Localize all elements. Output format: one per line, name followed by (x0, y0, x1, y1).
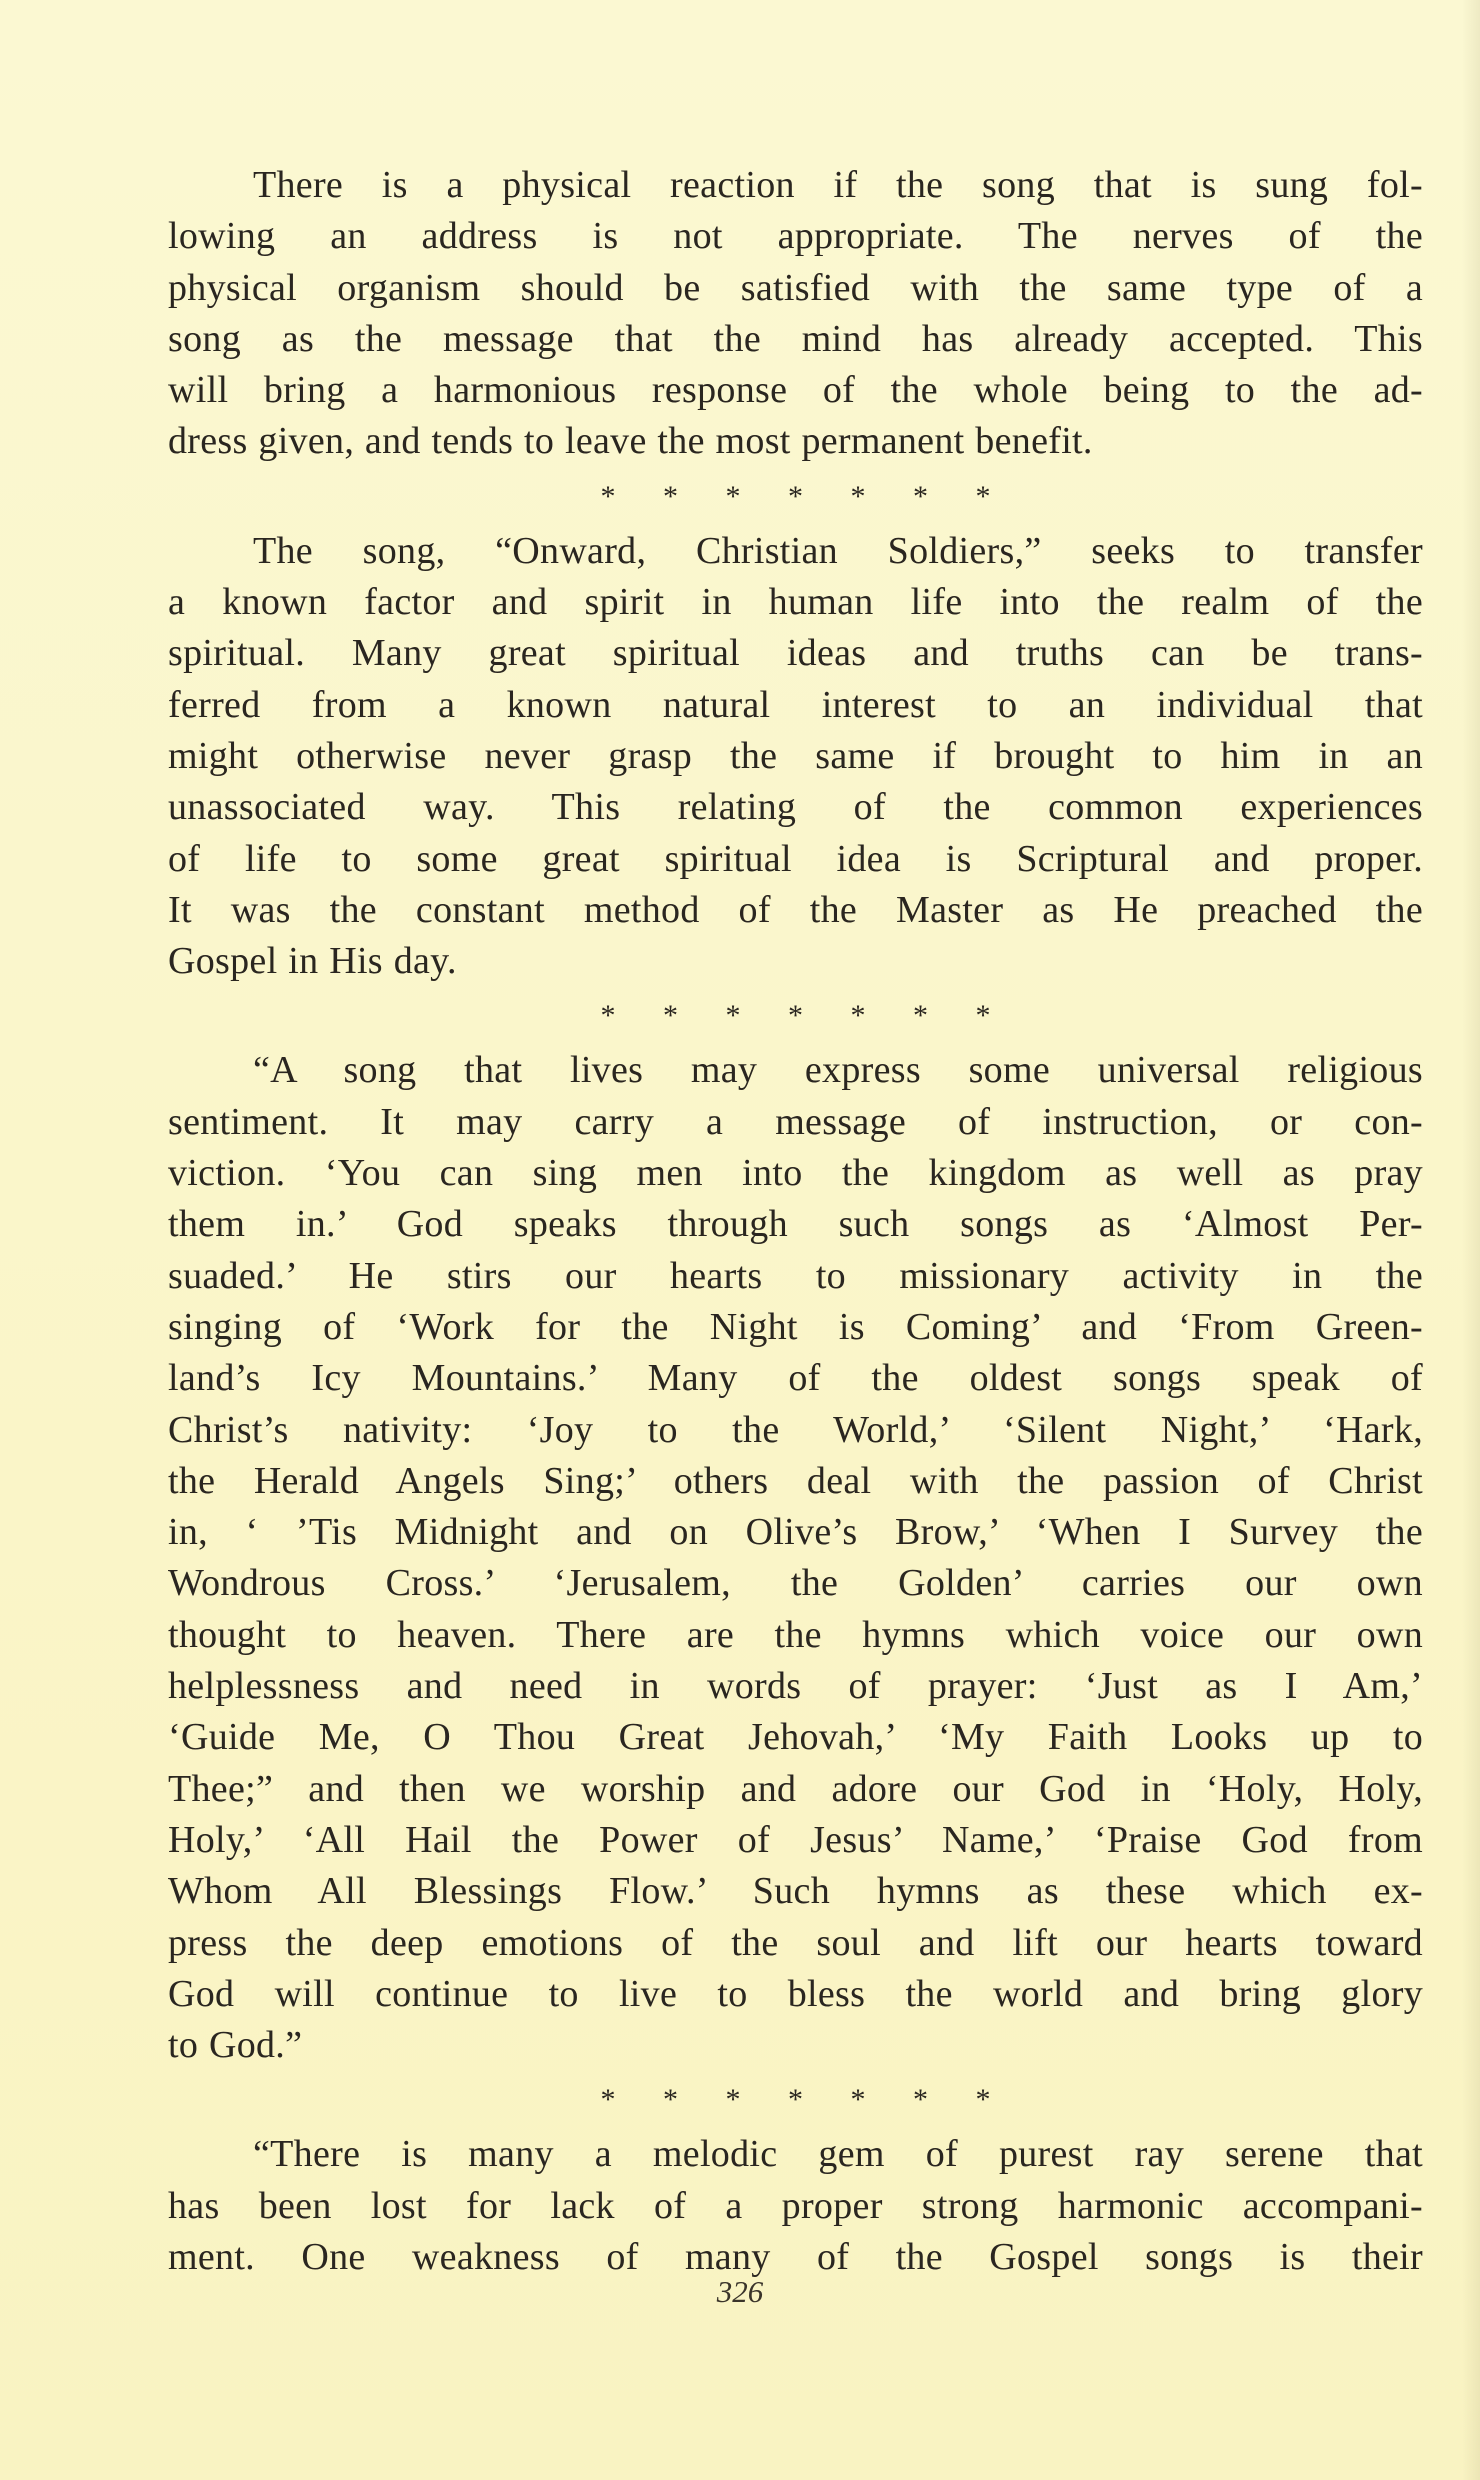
text-line: dress given, and tends to leave the most permanent benefit. (168, 420, 1093, 463)
text-line: to God.” (168, 2024, 303, 2067)
text-line: has been lost for lack of a proper strong harmonic accompani- (168, 2184, 1423, 2227)
page-number: 326 (716, 2274, 764, 2309)
section-separator: * * * * * * * (600, 999, 1011, 1033)
text-line: sentiment. It may carry a message of instruction, or con- (168, 1100, 1423, 1143)
text-line: It was the constant method of the Master as He preached the (168, 888, 1423, 931)
text-line: might otherwise never grasp the same if brought to him in an (168, 734, 1423, 777)
text-line: the Herald Angels Sing;’ others deal with the passion of Christ (168, 1459, 1423, 1502)
text-line: suaded.’ He stirs our hearts to missionary activity in the (168, 1254, 1423, 1297)
text-line: singing of ‘Work for the Night is Coming’ and ‘From Green- (168, 1305, 1423, 1348)
text-line: God will continue to live to bless the world and bring glory (168, 1972, 1423, 2015)
text-line: “There is many a melodic gem of purest ray serene that (253, 2133, 1423, 2176)
paragraph-onward-christian-soldiers (168, 526, 1423, 988)
paragraph-physical-reaction (168, 160, 1423, 468)
text-line: Gospel in His day. (168, 940, 457, 983)
text-line: There is a physical reaction if the song that is sung fol- (253, 164, 1423, 206)
text-line: of life to some great spiritual idea is Scriptural and proper. (168, 837, 1423, 880)
text-line: lowing an address is not appropriate. The nerves of the (168, 215, 1423, 258)
text-line: thought to heaven. There are the hymns which voice our own (168, 1613, 1423, 1656)
text-line: ferred from a known natural interest to an individual that (168, 683, 1423, 726)
text-line: “A song that lives may express some universal religious (253, 1049, 1423, 1092)
text-line: Thee;” and then we worship and adore our God in ‘Holy, Holy, (168, 1767, 1423, 1810)
page-edge-shadow (1462, 0, 1480, 2480)
text-line: song as the message that the mind has already accepted. This (168, 317, 1423, 360)
text-line: in, ‘ ’Tis Midnight and on Olive’s Brow,’ ‘When I Survey the (168, 1511, 1423, 1554)
text-line: helplessness and need in words of prayer: ‘Just as I Am,’ (168, 1665, 1423, 1708)
section-separator: * * * * * * * (600, 2083, 1011, 2117)
text-line: will bring a harmonious response of the whole being to the ad- (168, 369, 1423, 412)
text-line: Christ’s nativity: ‘Joy to the World,’ ‘Silent Night,’ ‘Hark, (168, 1408, 1423, 1451)
paragraph-melodic-gem (168, 2129, 1423, 2283)
section-separator: * * * * * * * (600, 479, 1011, 513)
text-line: ment. One weakness of many of the Gospel songs is their (168, 2235, 1423, 2278)
text-line: The song, “Onward, Christian Soldiers,” seeks to transfer (253, 529, 1423, 572)
text-line: Holy,’ ‘All Hail the Power of Jesus’ Name,’ ‘Praise God from (168, 1818, 1423, 1861)
text-line: viction. ‘You can sing men into the kingdom as well as pray (168, 1152, 1423, 1195)
text-line: land’s Icy Mountains.’ Many of the oldest songs speak of (168, 1357, 1423, 1400)
text-line: ‘Guide Me, O Thou Great Jehovah,’ ‘My Faith Looks up to (168, 1716, 1423, 1759)
paragraph-song-that-lives (168, 1045, 1423, 2071)
text-line: a known factor and spirit in human life into the realm of the (168, 581, 1423, 624)
text-line: spiritual. Many great spiritual ideas and truths can be trans- (168, 632, 1423, 675)
text-line: Wondrous Cross.’ ‘Jerusalem, the Golden’ carries our own (168, 1562, 1423, 1605)
text-line: unassociated way. This relating of the common experiences (168, 786, 1423, 829)
text-line: Whom All Blessings Flow.’ Such hymns as these which ex- (168, 1870, 1423, 1913)
text-line: physical organism should be satisfied with the same type of a (168, 266, 1423, 309)
body-text (168, 160, 1423, 2283)
text-line: them in.’ God speaks through such songs as ‘Almost Per- (168, 1203, 1423, 1246)
text-line: press the deep emotions of the soul and lift our hearts toward (168, 1921, 1423, 1964)
